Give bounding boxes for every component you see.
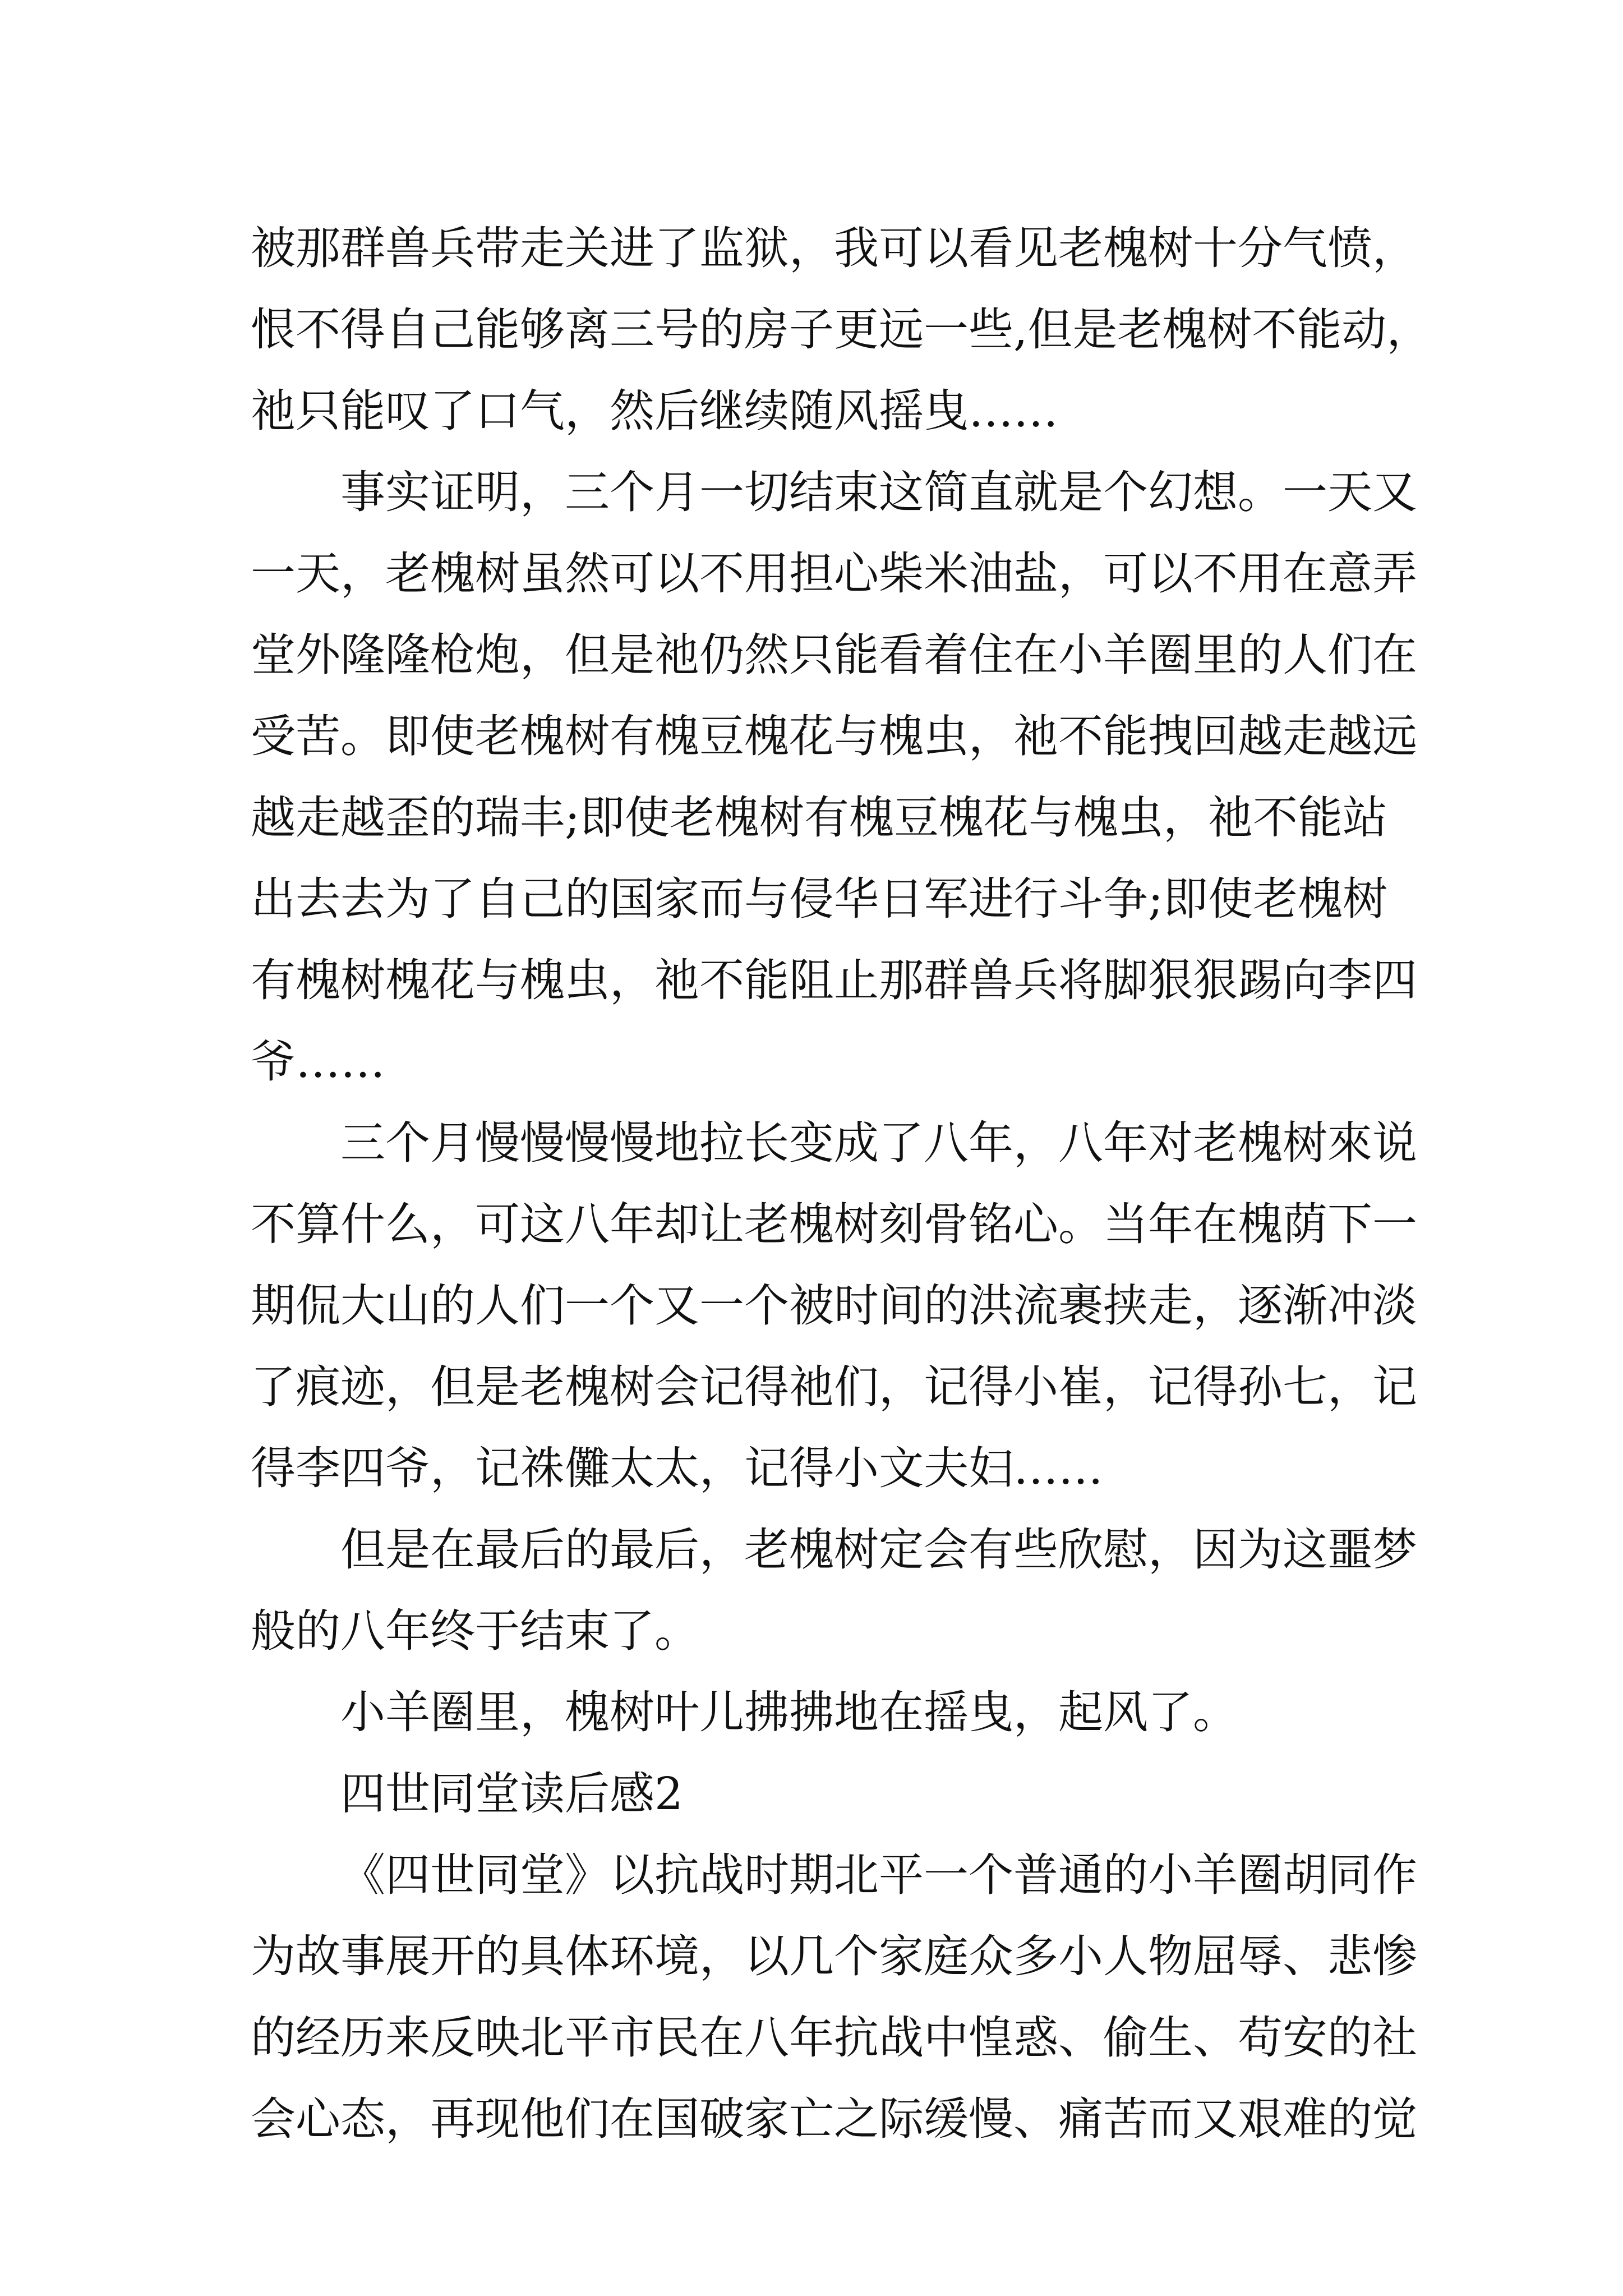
text-line: 期侃大山的人们一个又一个被时间的洪流裹挟走，逐渐冲淡 (251, 1280, 1417, 1332)
text-line: 一天，老槐树虽然可以不用担心柴米油盐，可以不用在意弄 (251, 547, 1417, 600)
text-line: 越走越歪的瑞丰;即使老槐树有槐豆槐花与槐虫，祂不能站 (251, 792, 1387, 844)
text-line: 恨不得自己能够离三号的房子更远一些,但是老槐树不能动， (251, 303, 1432, 356)
text-line: 祂只能叹了口气，然后继续随风摇曳…… (251, 385, 1058, 437)
text-line: 但是在最后的最后，老槐树定会有些欣慰，因为这噩梦 (340, 1524, 1417, 1576)
text-line: 受苦。即使老槐树有槐豆槐花与槐虫，祂不能拽回越走越远 (251, 710, 1417, 762)
text-line: 会心态，再现他们在国破家亡之际缓慢、痛苦而又艰难的觉 (251, 2093, 1417, 2145)
document-body (251, 208, 1432, 2160)
text-line: 被那群兽兵带走关进了监狱，我可以看见老槐树十分气愤， (251, 222, 1417, 274)
text-line: 爷…… (251, 1036, 385, 1088)
section-heading: 四世同堂读后感2 (340, 1768, 683, 1820)
text-line: 三个月慢慢慢慢地拉长变成了八年，八年对老槐树來说 (340, 1117, 1417, 1169)
text-line: 《四世同堂》以抗战时期北平一个普通的小羊圈胡同作 (340, 1849, 1417, 1901)
text-line: 不算什么，可这八年却让老槐树刻骨铭心。当年在槐荫下一 (251, 1198, 1417, 1250)
text-line: 有槐树槐花与槐虫，祂不能阻止那群兽兵将脚狠狠踢向李四 (251, 954, 1417, 1006)
text-line: 堂外隆隆枪炮，但是祂仍然只能看着住在小羊圈里的人们在 (251, 629, 1417, 681)
text-line: 事实证明，三个月一切结束这简直就是个幻想。一天又 (340, 466, 1417, 518)
text-line: 的经历来反映北平市民在八年抗战中惶惑、偷生、苟安的社 (251, 2012, 1417, 2064)
text-line: 得李四爷，记祩儺太太，记得小文夫妇…… (251, 1442, 1103, 1494)
text-line: 为故事展开的具体环境，以几个家庭众多小人物屈辱、悲惨 (251, 1930, 1417, 1982)
text-line: 了痕迹，但是老槐树会记得祂们，记得小崔，记得孙七，记 (251, 1361, 1417, 1413)
text-line: 出去去为了自己的国家而与侵华日军进行斗争;即使老槐树 (251, 873, 1387, 925)
text-line: 小羊圈里，槐树叶儿拂拂地在摇曳，起风了。 (340, 1686, 1238, 1738)
text-line: 般的八年终于结束了。 (251, 1605, 699, 1657)
